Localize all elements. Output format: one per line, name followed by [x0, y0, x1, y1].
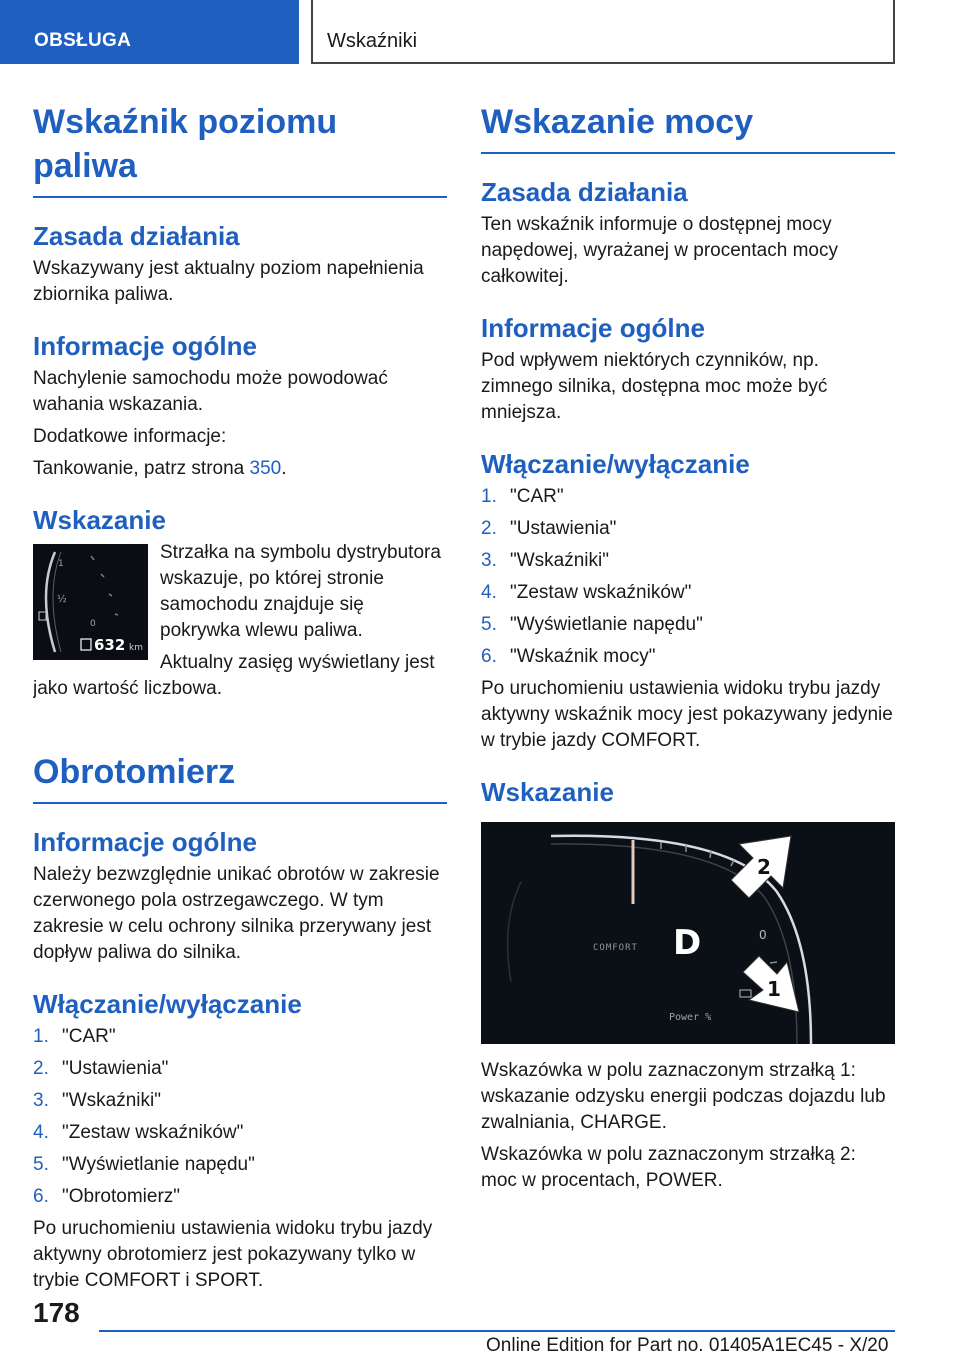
- fuel-gauge-image: [33, 544, 148, 660]
- list-item: [481, 516, 895, 542]
- fuel-general-heading: Informacje ogólne: [33, 331, 257, 361]
- fuel-principle-text: Wskazywany jest aktualny poziom napełnienia zbiornika paliwa.: [33, 258, 424, 305]
- power-note-1: Wskazówka w polu zaznaczonym strzałką 1: wskazanie odzysku energii podczas dojazdu lub zwalniania, CHARGE.: [481, 1060, 886, 1133]
- page-number: 178: [33, 1297, 80, 1328]
- fuel-mark-full: 1: [58, 559, 64, 569]
- step-text: "CAR": [62, 1026, 116, 1047]
- step-number: 6.: [481, 646, 497, 667]
- tacho-steps-list: [33, 1024, 447, 1210]
- tacho-general-text: Należy bezwzględnie unikać obrotów w zakresie czerwonego pola ostrzegawczego. W tym zakresie w celu ochrony silnika przerywany jest dopływ paliwa do silnika.: [33, 864, 440, 963]
- list-item: [481, 644, 895, 670]
- list-item: [481, 612, 895, 638]
- fuel-gauge-title: Wskaźnik poziomu paliwa: [33, 100, 447, 198]
- step-text: "Wyświetlanie napędu": [510, 614, 703, 635]
- arrow-1-label: 1: [767, 977, 781, 1001]
- step-text: "Wskaźniki": [62, 1090, 161, 1111]
- list-item: [481, 580, 895, 606]
- tachometer-title: Obrotomierz: [33, 750, 447, 804]
- list-item: [33, 1120, 447, 1146]
- step-number: 6.: [33, 1186, 49, 1207]
- left-column: [33, 100, 447, 1300]
- tacho-general-heading: Informacje ogólne: [33, 827, 257, 857]
- power-steps-list: [481, 484, 895, 670]
- list-item: [33, 1024, 447, 1050]
- step-number: 4.: [481, 582, 497, 603]
- power-general-heading: Informacje ogólne: [481, 313, 705, 343]
- drive-mode-label: COMFORT: [593, 943, 638, 953]
- power-after-text: Po uruchomieniu ustawienia widoku trybu jazdy aktywny wskaźnik mocy jest pokazywany jedynie w trybie jazdy COMFORT.: [481, 678, 893, 751]
- step-text: "Zestaw wskaźników": [510, 582, 692, 603]
- tacho-after-text: Po uruchomieniu ustawienia widoku trybu jazdy aktywny obrotomierz jest pokazywany tylko w trybie COMFORT i SPORT.: [33, 1218, 433, 1291]
- fuel-display-text1: Strzałka na symbolu dystrybutora wskazuje, po której stronie samochodu znajduje się pokrywka wlewu paliwa.: [160, 542, 441, 641]
- step-text: "CAR": [510, 486, 564, 507]
- power-display-title: Wskazanie mocy: [481, 100, 895, 154]
- step-number: 2.: [481, 518, 497, 539]
- list-item: [33, 1056, 447, 1082]
- chapter-title: Wskaźniki: [311, 0, 895, 64]
- power-percent-label: Power %: [669, 1012, 712, 1023]
- fuel-principle-heading: Zasada działania: [33, 221, 240, 251]
- step-number: 3.: [33, 1090, 49, 1111]
- power-zero-mark: 0: [759, 928, 767, 942]
- arrow-2-label: 2: [757, 855, 771, 879]
- power-note-2: Wskazówka w polu zaznaczonym strzałką 2: moc w procentach, POWER.: [481, 1144, 856, 1191]
- power-general-text: Pod wpływem niektórych czynników, np. zimnego silnika, dostępna moc może być mniejsza.: [481, 350, 828, 423]
- fuel-range-value: 632: [94, 636, 126, 654]
- list-item: [33, 1088, 447, 1114]
- power-principle-heading: Zasada działania: [481, 177, 688, 207]
- step-text: "Wskaźnik mocy": [510, 646, 656, 667]
- fuel-mark-empty: 0: [90, 619, 96, 629]
- fuel-mark-half: ½: [57, 594, 67, 605]
- refuel-text: Tankowanie, patrz strona: [33, 458, 250, 479]
- step-number: 5.: [33, 1154, 49, 1175]
- step-text: "Ustawienia": [62, 1058, 169, 1079]
- power-principle-text: Ten wskaźnik informuje o dostępnej mocy napędowej, wyrażanej w procentach mocy całkowitej.: [481, 214, 838, 287]
- step-number: 2.: [33, 1058, 49, 1079]
- fuel-more-info: Dodatkowe informacje:: [33, 426, 227, 447]
- fuel-refuel-ref: [33, 456, 447, 482]
- list-item: [33, 1184, 447, 1210]
- refuel-page-link[interactable]: 350: [249, 458, 282, 479]
- footer-divider: [99, 1330, 895, 1332]
- fuel-display-text2: Aktualny zasięg wyświetlany jest jako wartość liczbowa.: [33, 652, 435, 699]
- fuel-display-block: [33, 540, 447, 708]
- step-text: "Wyświetlanie napędu": [62, 1154, 255, 1175]
- list-item: [33, 1152, 447, 1178]
- step-number: 1.: [33, 1026, 49, 1047]
- right-column: [481, 100, 895, 1200]
- power-display-heading: Wskazanie: [481, 777, 614, 807]
- gear-indicator: D: [673, 923, 702, 963]
- step-number: 5.: [481, 614, 497, 635]
- fuel-general-text: Nachylenie samochodu może powodować wahania wskazania.: [33, 368, 388, 415]
- refuel-end: .: [281, 458, 287, 479]
- step-text: "Ustawienia": [510, 518, 617, 539]
- step-number: 3.: [481, 550, 497, 571]
- list-item: [481, 548, 895, 574]
- step-text: "Obrotomierz": [62, 1186, 181, 1207]
- power-gauge-image: [481, 822, 895, 1044]
- fuel-display-heading: Wskazanie: [33, 505, 166, 535]
- step-text: "Zestaw wskaźników": [62, 1122, 244, 1143]
- section-tab: OBSŁUGA: [0, 0, 299, 64]
- step-number: 4.: [33, 1122, 49, 1143]
- footer-edition: Online Edition for Part no. 01405A1EC45 - X/20: [486, 1335, 889, 1356]
- tacho-onoff-heading: Włączanie/wyłączanie: [33, 989, 302, 1019]
- fuel-range-unit: km: [129, 643, 143, 653]
- list-item: [481, 484, 895, 510]
- step-number: 1.: [481, 486, 497, 507]
- power-onoff-heading: Włączanie/wyłączanie: [481, 449, 750, 479]
- step-text: "Wskaźniki": [510, 550, 609, 571]
